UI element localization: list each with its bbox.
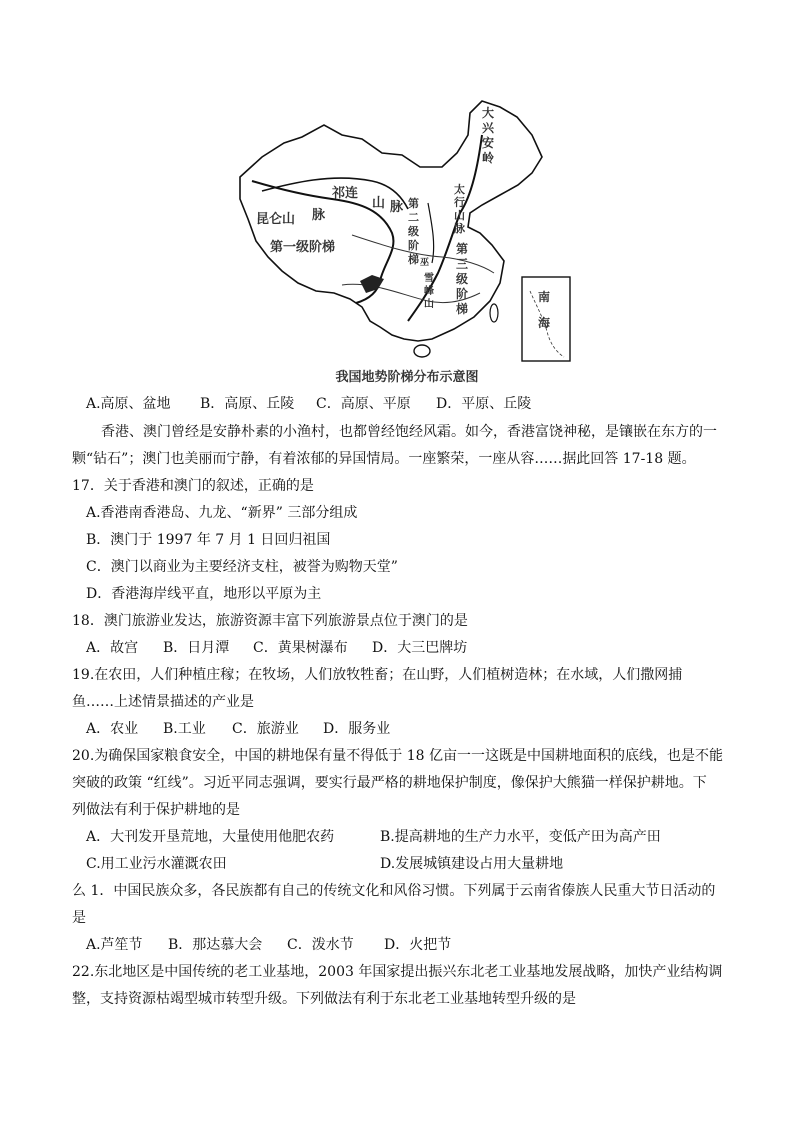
q19-option-a: A．农业 <box>86 721 139 737</box>
q18-stem: 18．澳门旅游业发达，旅游资源丰富下列旅游景点位于澳门的是 <box>72 613 468 629</box>
q21-line-2: 是 <box>72 910 86 926</box>
q20-option-b: B.提高耕地的生产力水平，变低产田为高产田 <box>380 829 661 845</box>
daxinganling-char: 安 <box>482 136 495 150</box>
third-step-char: 三 <box>456 257 469 271</box>
q19-line-1: 19.在农田，人们种植庄稼；在牧场，人们放牧牲畜；在山野，人们植树造林；在水域，人们撒网捕 <box>72 667 683 683</box>
second-step-char: 梯 <box>408 253 419 266</box>
q17-option-a: A.香港南香港岛、九龙、“新界” 三部分组成 <box>86 505 358 521</box>
q17-option-c: C．澳门以商业为主要经济支柱，被誉为购物天堂” <box>86 559 398 575</box>
q18-option-d: D．大三巴牌坊 <box>372 640 468 656</box>
q17-option-d: D．香港海岸线平直，地形以平原为主 <box>86 586 322 602</box>
third-step-char: 阶 <box>456 287 469 301</box>
q20-line-1: 20.为确保国家粮食安全，中国的耕地保有量不得低于 18 亿亩一一这既是中国耕地面积的底线，也是不能 <box>72 748 723 764</box>
q19-option-b: B.工业 <box>163 721 206 737</box>
daxinganling-char: 兴 <box>482 121 495 135</box>
taihang-char: 行 <box>454 196 465 209</box>
q16-option-a: A.高原、盆地 <box>86 396 171 412</box>
q22-line-2: 整，支持资源枯竭型城市转型升级。下列做法有利于东北老工业基地转型升级的是 <box>72 991 576 1007</box>
q18-option-a: A．故宫 <box>86 640 139 656</box>
q21-option-b: B．那达慕大会 <box>168 937 263 953</box>
q18-option-b: B．日月潭 <box>163 640 230 656</box>
q16-option-c: C．高原、平原 <box>316 396 411 412</box>
xuefeng-char: 雪 <box>424 273 434 284</box>
label-mai-2: 脉 <box>390 200 404 215</box>
q17-option-b: B．澳门于 1997 年 7 月 1 日回归祖国 <box>86 532 331 548</box>
q20-option-d: D.发展城镇建设占用大量耕地 <box>380 856 564 872</box>
xuefeng-char: 峰 <box>424 286 434 297</box>
q16-option-d: D．平原、丘陵 <box>436 396 532 412</box>
label-mai: 脉 <box>312 208 326 223</box>
map-caption: 我国地势阶梯分布示意图 <box>335 370 479 385</box>
second-step-char: 第 <box>408 197 419 210</box>
third-step-char: 级 <box>456 272 469 286</box>
label-third-step <box>456 241 468 316</box>
label-wu: 巫 <box>420 258 430 268</box>
daxinganling-char: 岭 <box>482 151 495 165</box>
terrain-steps-map <box>232 95 582 390</box>
label-kunlun: 昆仑山 <box>256 212 296 227</box>
daxinganling-char: 大 <box>482 106 495 120</box>
q17-stem: 17．关于香港和澳门的叙述，正确的是 <box>72 478 314 494</box>
q18-option-c: C．黄果树瀑布 <box>253 640 348 656</box>
label-first-step: 第一级阶梯 <box>270 240 336 255</box>
second-step-char: 级 <box>408 225 419 238</box>
q21-option-d: D．火把节 <box>384 937 452 953</box>
nanhai-char: 南 <box>538 290 551 304</box>
label-taihang <box>454 182 466 235</box>
label-second-step <box>408 196 419 266</box>
third-step-char: 梯 <box>456 302 469 316</box>
label-qilian: 祁连 <box>332 186 359 201</box>
nanhai-char: 海 <box>538 316 551 330</box>
q22-line-1: 22.东北地区是中国传统的老工业基地，2003 年国家提出振兴东北老工业基地发展战略，加快产业结构调 <box>72 964 723 980</box>
label-xuefeng <box>424 271 434 310</box>
passage-line-2: 颗“钻石”；澳门也美丽而宁静，有着浓郁的异国情局。一座繁荣，一座从容……据此回答 17-18 题。 <box>72 451 696 467</box>
q21-option-a: A.芦笙节 <box>86 937 143 953</box>
q19-option-d: D．服务业 <box>323 721 391 737</box>
taihang-char: 脉 <box>454 222 465 235</box>
taihang-char: 山 <box>454 209 465 222</box>
label-shan: 山 <box>372 196 386 211</box>
q20-line-3: 列做法有利于保护耕地的是 <box>72 802 240 818</box>
q19-option-c: C．旅游业 <box>232 721 299 737</box>
second-step-char: 阶 <box>408 239 419 252</box>
third-step-char: 第 <box>456 242 469 256</box>
q21-option-c: C．泼水节 <box>287 937 354 953</box>
q19-line-2: 鱼……上述情景描述的产业是 <box>72 694 254 710</box>
q16-option-b: B．高原、丘陵 <box>200 396 295 412</box>
q21-line-1: 么 1．中国民族众多，各民族都有自己的传统文化和风俗习惯。下列属于云南省傣族人民重大节日活动的 <box>72 883 716 899</box>
q20-option-c: C.用工业污水灌溉农田 <box>86 856 227 872</box>
passage-line-1: 香港、澳门曾经是安静朴素的小渔村，也都曾经饱经风霜。如今，香港富饶神秘，是镶嵌在东方的一 <box>101 424 717 440</box>
taihang-char: 太 <box>454 183 465 196</box>
second-step-char: 二 <box>408 211 419 224</box>
xuefeng-char: 山 <box>424 299 434 310</box>
q20-line-2: 突破的政策 “红线”。习近平同志强调，要实行最严格的耕地保护制度，像保护大熊猫一样保护耕地。下 <box>72 775 707 791</box>
q20-option-a: A．大刊发开垦荒地，大量使用他肥农药 <box>86 829 335 845</box>
